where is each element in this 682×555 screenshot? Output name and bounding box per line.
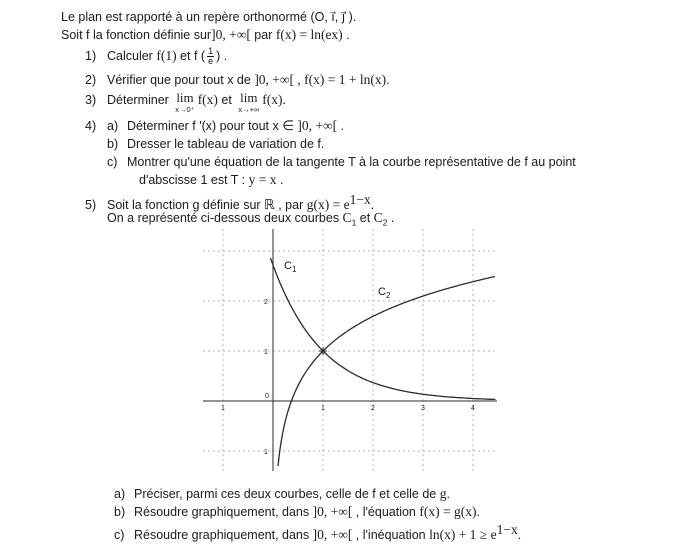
question-5a — [114, 486, 450, 502]
punctuation: . — [342, 28, 350, 42]
question-3 — [85, 92, 286, 116]
question-text: , l'inéquation — [352, 528, 430, 543]
origin-label: 0 — [265, 393, 269, 400]
curve-index: 1 — [351, 217, 357, 228]
punctuation: . — [386, 73, 390, 87]
punctuation: . — [517, 528, 522, 543]
math-expression: f(x) — [197, 92, 218, 107]
function-g-definition: g(x) = e — [306, 197, 350, 213]
curve-label-c1 — [284, 260, 297, 274]
question-number: 2) — [85, 73, 97, 87]
question-4b — [107, 136, 324, 152]
math-expression: ]0, +∞[ , f(x) = 1 + ln(x) — [254, 72, 387, 87]
x-tick-label: 2 — [371, 405, 375, 412]
punctuation: . — [446, 487, 450, 501]
exponent: 1−x — [496, 522, 518, 537]
limit-word: lim — [240, 90, 258, 105]
sub-question-label: c) — [114, 528, 125, 543]
question-text: et f ( — [176, 48, 206, 63]
math-expression: y = x — [248, 172, 277, 187]
x-tick-label: 1 — [221, 405, 225, 412]
question-1 — [85, 47, 227, 66]
curve-label-c2 — [378, 286, 391, 300]
curve-label-letter: C — [284, 260, 292, 272]
question-text: d'abscisse 1 est T : — [139, 173, 249, 187]
interval: ]0, +∞[ — [211, 27, 251, 42]
punctuation: . — [276, 173, 284, 187]
curve-name: C — [373, 210, 383, 225]
curve-name: C — [342, 210, 352, 225]
math-expression: g — [439, 486, 447, 501]
punctuation: . — [370, 198, 375, 213]
question-4c-line-2 — [139, 172, 283, 188]
question-text: et — [356, 211, 374, 225]
y-tick-label: 2 — [264, 299, 268, 306]
limit-2 — [238, 92, 259, 116]
question-text: Résoudre graphiquement, dans — [134, 528, 313, 543]
question-text: Résoudre graphiquement, dans — [134, 505, 313, 519]
sub-question-label: a) — [114, 487, 126, 501]
math-expression: ∈ ]0, +∞[ — [282, 118, 338, 133]
math-equation: f(x) = g(x) — [419, 504, 477, 519]
intro-line-1 — [61, 9, 356, 25]
punctuation: . — [337, 119, 345, 133]
intro-text: Le plan est rapporté à un repère orthonormé (O, i⃗, j⃗ ). — [61, 10, 357, 24]
math-expression: f(1) — [156, 47, 177, 63]
question-5b — [114, 504, 480, 520]
curve-label-subscript: 2 — [385, 291, 391, 300]
limit-subscript: x→+∞ — [238, 105, 260, 114]
x-tick-label: 4 — [471, 405, 475, 412]
math-expression: f(x). — [262, 92, 286, 107]
question-text: Déterminer f '(x) pour tout x — [127, 119, 283, 133]
curve-label-subscript: 1 — [291, 265, 297, 274]
math-inequality: ln(x) + 1 ≥ e — [429, 527, 497, 543]
question-text: On a représenté ci-dessous deux courbes — [107, 211, 343, 225]
question-text: Vérifier que pour tout x de — [107, 73, 255, 87]
question-2 — [85, 72, 390, 88]
sub-question-label: b) — [107, 137, 119, 151]
curve-c2 — [278, 277, 495, 467]
question-5c — [114, 522, 521, 543]
question-text: , par — [274, 198, 307, 213]
fraction — [207, 47, 214, 66]
question-number: 5) — [85, 198, 97, 213]
sub-question-label: c) — [107, 155, 118, 169]
question-number: 1) — [85, 48, 97, 63]
real-numbers-symbol: ℝ — [264, 197, 275, 213]
question-text: Montrer qu'une équation de la tangente T à la courbe représentative de f au point — [127, 155, 576, 169]
x-tick-label: 3 — [421, 405, 425, 412]
graph-labels — [221, 260, 475, 456]
question-number: 3) — [85, 93, 97, 107]
intro-text: par — [250, 28, 276, 42]
limit-subscript: x→0⁺ — [175, 105, 195, 114]
question-text: Soit la fonction g définie sur — [107, 198, 265, 213]
y-tick-label: 1 — [264, 449, 268, 456]
question-number: 4) — [85, 119, 97, 133]
fraction-denominator: e — [208, 56, 214, 66]
interval: ]0, +∞[ — [312, 504, 353, 519]
question-text: Déterminer — [107, 93, 173, 107]
question-4a — [85, 118, 344, 134]
sub-question-label: a) — [107, 119, 119, 133]
punctuation: . — [387, 211, 395, 225]
axes — [203, 229, 497, 471]
limit-word: lim — [176, 90, 194, 105]
question-text: , l'équation — [352, 505, 420, 519]
curve-c1 — [271, 258, 496, 399]
y-tick-label: 1 — [264, 349, 268, 356]
question-text: Calculer — [107, 48, 157, 63]
function-f-definition: f(x) = ln(ex) — [275, 27, 343, 42]
curve-label-letter: C — [378, 286, 386, 298]
question-text: Dresser le tableau de variation de f. — [127, 137, 325, 151]
grid — [203, 229, 495, 471]
interval: ]0, +∞[ — [312, 527, 353, 543]
question-text: et — [217, 93, 236, 107]
curve-index: 2 — [382, 217, 388, 228]
limit-1 — [175, 92, 194, 116]
fraction-numerator: 1 — [208, 46, 214, 56]
sub-question-label: b) — [114, 505, 126, 519]
intro-line-2 — [61, 27, 350, 43]
question-text: ) . — [216, 48, 228, 63]
question-text: Préciser, parmi ces deux courbes, celle de f et celle de — [134, 487, 440, 501]
function-graph — [195, 225, 505, 475]
punctuation: . — [476, 505, 480, 519]
question-4c — [107, 154, 576, 170]
intro-text: Soit f la fonction définie sur — [61, 28, 212, 42]
x-tick-label: 1 — [321, 405, 325, 412]
exponent: 1−x — [349, 192, 371, 207]
